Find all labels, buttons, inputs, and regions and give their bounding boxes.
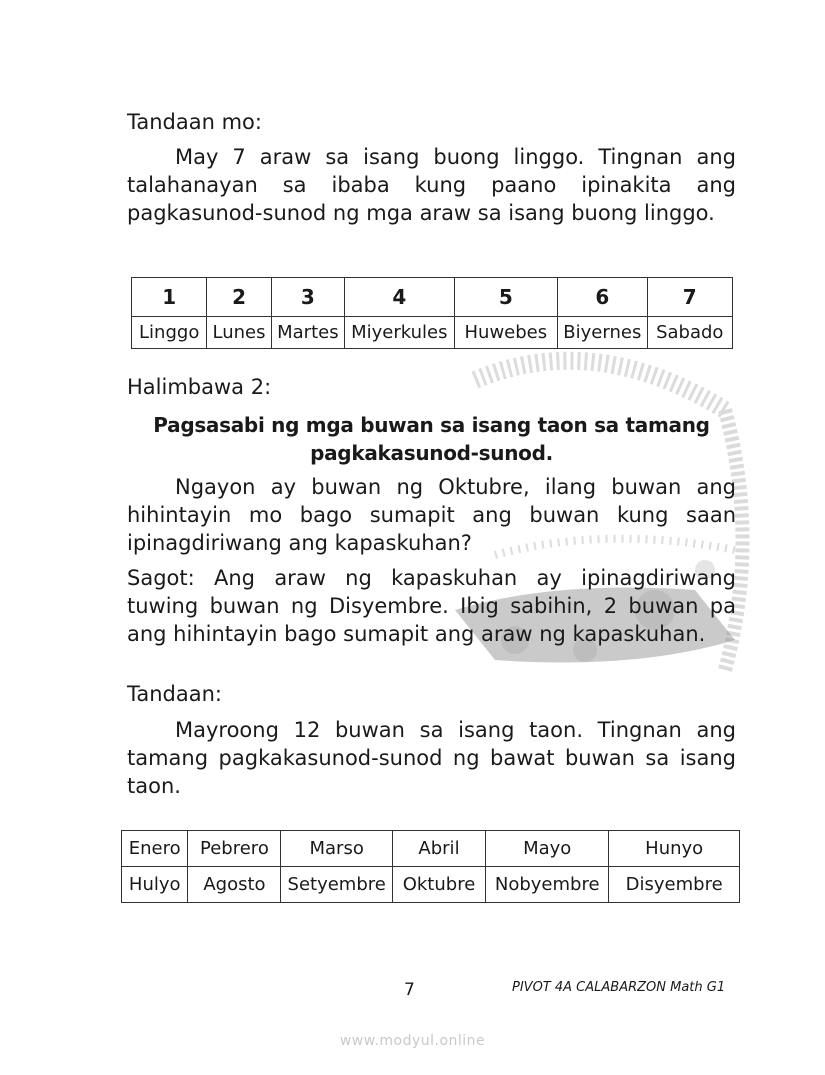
day-number-cell: 5 bbox=[454, 278, 558, 317]
days-paragraph: May 7 araw sa isang buong linggo. Tingnan ang talahanayan sa ibaba kung paano ipinakita ang pagkasunod-sunod ng mga araw sa isang buong linggo. bbox=[127, 145, 736, 225]
month-cell: Nobyembre bbox=[486, 867, 609, 903]
day-name-cell: Miyerkules bbox=[345, 317, 455, 349]
day-number-cell: 1 bbox=[132, 278, 207, 317]
days-table bbox=[131, 277, 733, 349]
table-row bbox=[132, 317, 733, 349]
month-cell: Oktubre bbox=[392, 867, 485, 903]
month-cell: Enero bbox=[122, 831, 188, 867]
month-cell: Hulyo bbox=[122, 867, 188, 903]
day-name-cell: Lunes bbox=[207, 317, 271, 349]
month-cell: Abril bbox=[392, 831, 485, 867]
month-cell: Marso bbox=[281, 831, 392, 867]
day-number-cell: 2 bbox=[207, 278, 271, 317]
table-row bbox=[132, 278, 733, 317]
day-number-cell: 4 bbox=[345, 278, 455, 317]
month-cell: Agosto bbox=[188, 867, 281, 903]
month-cell: Hunyo bbox=[609, 831, 740, 867]
day-number-cell: 6 bbox=[558, 278, 647, 317]
day-name-cell: Martes bbox=[271, 317, 344, 349]
example-label: Halimbawa 2: bbox=[127, 375, 272, 399]
day-number-cell: 3 bbox=[271, 278, 344, 317]
month-cell: Setyembre bbox=[281, 867, 392, 903]
example-title-line2: pagkakasunod-sunod. bbox=[310, 441, 553, 465]
day-number-cell: 7 bbox=[647, 278, 732, 317]
footer-title: PIVOT 4A CALABARZON Math G1 bbox=[512, 980, 726, 995]
table-row bbox=[122, 831, 740, 867]
month-cell: Mayo bbox=[486, 831, 609, 867]
day-name-cell: Biyernes bbox=[558, 317, 647, 349]
month-cell: Pebrero bbox=[188, 831, 281, 867]
months-paragraph: Mayroong 12 buwan sa isang taon. Tingnan ang tamang pagkakasunod-sunod ng bawat buwan sa isang taon. bbox=[127, 718, 736, 798]
example-answer: Sagot: Ang araw ng kapaskuhan ay ipinagdiriwang tuwing buwan ng Disyembre. Ibig sabihin, 2 buwan pa ang hihintayin bago sumapit ang araw ng kapaskuhan. bbox=[127, 566, 736, 646]
month-cell: Disyembre bbox=[609, 867, 740, 903]
day-name-cell: Sabado bbox=[647, 317, 732, 349]
day-name-cell: Huwebes bbox=[454, 317, 558, 349]
day-name-cell: Linggo bbox=[132, 317, 207, 349]
example-question: Ngayon ay buwan ng Oktubre, ilang buwan ang hihintayin mo bago sumapit ang buwan kung saan ipinagdiriwang ang kapaskuhan? bbox=[127, 475, 736, 555]
months-table bbox=[121, 830, 740, 903]
website-watermark: www.modyul.online bbox=[339, 1033, 486, 1049]
table-row bbox=[122, 867, 740, 903]
example-title-line1: Pagsasabi ng mga buwan sa isang taon sa tamang bbox=[153, 413, 710, 437]
page-number: 7 bbox=[404, 980, 415, 1000]
section-heading: Tandaan mo: bbox=[127, 110, 262, 134]
section-heading: Tandaan: bbox=[127, 682, 222, 706]
